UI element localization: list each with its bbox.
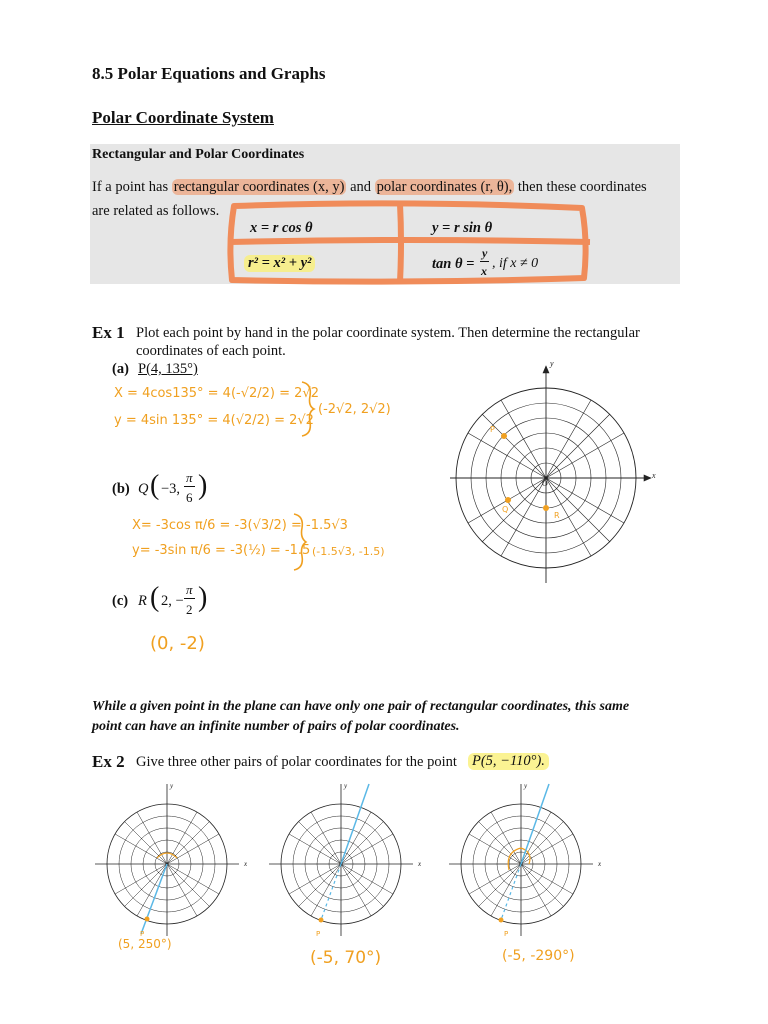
box-text-2: then these coordinates — [517, 179, 647, 195]
ex1-label-r: R — [554, 511, 560, 520]
eq-y: y = r sin θ — [432, 220, 493, 236]
ex2-point: P(5, −110°). — [468, 753, 549, 770]
ex1b-paren-open: ( — [150, 470, 160, 501]
ex1c-point-den: 2 — [186, 602, 193, 617]
ex1a-work-y: y = 4sin 135° = 4(√2/2) = 2√2 — [114, 413, 314, 428]
ex1c-answer: (0, -2) — [150, 633, 205, 654]
highlight-rectangular: rectangular coordinates (x, y) — [173, 179, 345, 195]
ex2-polar-grid-2 — [266, 778, 436, 958]
ex1b-work-y: y= -3sin π/6 = -3(½) = -1.5 — [132, 543, 311, 558]
box-text-3: are related as follows. — [92, 203, 220, 219]
ex2-g2-axis-x: x — [418, 860, 422, 868]
ex1-point-p — [501, 433, 507, 439]
ex1c-point-pre: R — [138, 593, 147, 609]
box-text-and: and — [350, 179, 371, 195]
ex1a-work-x: X = 4cos135° = 4(-√2/2) = 2√2 — [114, 386, 319, 401]
ex1c-point-num: π — [186, 582, 193, 597]
highlight-polar: polar coordinates (r, θ), — [376, 179, 513, 195]
ex1c-paren-open: ( — [150, 582, 160, 613]
eq-tan-num: y — [482, 246, 488, 260]
box-heading: Rectangular and Polar Coordinates — [92, 147, 305, 162]
ex1-point-r — [543, 505, 549, 511]
ex1-axis-x: x — [652, 471, 656, 480]
ex2-g2-axis-y: y — [344, 782, 348, 790]
ex2-g3-axis-y: y — [524, 782, 528, 790]
ex2-answer-2: (-5, 70°) — [310, 948, 382, 968]
ex1-label-q: Q — [502, 505, 509, 514]
eq-tan-lhs: tan θ = — [432, 256, 475, 272]
ex2-g3-label-p: P — [504, 930, 509, 938]
ex1b-paren-close: ) — [198, 470, 208, 501]
polar-statement — [92, 697, 692, 737]
ex2-g3-axis-x: x — [598, 860, 602, 868]
ex1a-point: P(4, 135°) — [138, 361, 198, 377]
section-title: Polar Coordinate System — [92, 108, 274, 127]
ex1a-label: (a) — [112, 361, 129, 377]
ex1-axis-y: y — [550, 359, 554, 368]
ex1b-point-args: −3, — [161, 481, 181, 497]
ex2-label: Ex 2 — [92, 752, 125, 771]
ex1b-work-x: X= -3cos π/6 = -3(√3/2) = -1.5√3 — [132, 518, 348, 533]
ex2-answer-1: (5, 250°) — [118, 937, 172, 951]
ex1-label-p: P — [490, 425, 495, 434]
ex2-answer-3: (-5, -290°) — [502, 948, 575, 964]
ex1-polar-grid — [450, 358, 665, 598]
eq-tan-cond: , if x ≠ 0 — [492, 256, 539, 271]
ex1c-label: (c) — [112, 593, 129, 609]
ex2-prompt: Give three other pairs of polar coordinates for the point — [136, 754, 457, 770]
ex2-polar-grid-3 — [446, 778, 616, 958]
statement-line-2: point can have an infinite number of pairs of polar coordinates. — [92, 719, 460, 734]
eq-x: x = r cos θ — [250, 220, 313, 236]
ex1b-label: (b) — [112, 481, 130, 497]
ex1b-answer: (-1.5√3, -1.5) — [312, 545, 385, 558]
ex1-prompt-2: coordinates of each point. — [136, 343, 286, 359]
ex1b-point-num: π — [186, 470, 193, 485]
ex1b-brace — [290, 510, 310, 574]
ex2-g2-label-p: P — [316, 930, 321, 938]
ex1-origin-label: O — [542, 479, 548, 488]
equation-table-outline — [226, 196, 596, 288]
ex2-polar-grid-1 — [92, 778, 262, 958]
ex1a-answer: (-2√2, 2√2) — [318, 402, 391, 417]
ex2-g1-axis-x: x — [244, 860, 248, 868]
ex1-label: Ex 1 — [92, 323, 125, 342]
eq-r: r² = x² + y² — [244, 255, 315, 272]
statement-line-1: While a given point in the plane can have only one pair of rectangular coordinates, this same — [92, 699, 630, 714]
ex1-prompt-1: Plot each point by hand in the polar coordinate system. Then determine the rectangular — [136, 325, 640, 341]
ex1-point-q — [505, 497, 511, 503]
ex1b-point-den: 6 — [186, 490, 193, 505]
page-title: 8.5 Polar Equations and Graphs — [92, 64, 326, 83]
ex2-g1-axis-y: y — [170, 782, 174, 790]
ex1c-point-args: 2, − — [161, 593, 184, 609]
box-text-1: If a point has — [92, 179, 169, 195]
ex1a-brace — [298, 378, 318, 440]
ex2-g1-label-p: P — [140, 930, 145, 938]
eq-tan-den: x — [481, 264, 487, 278]
ex1c-paren-close: ) — [198, 582, 208, 613]
ex1b-point-pre: Q — [138, 481, 149, 497]
